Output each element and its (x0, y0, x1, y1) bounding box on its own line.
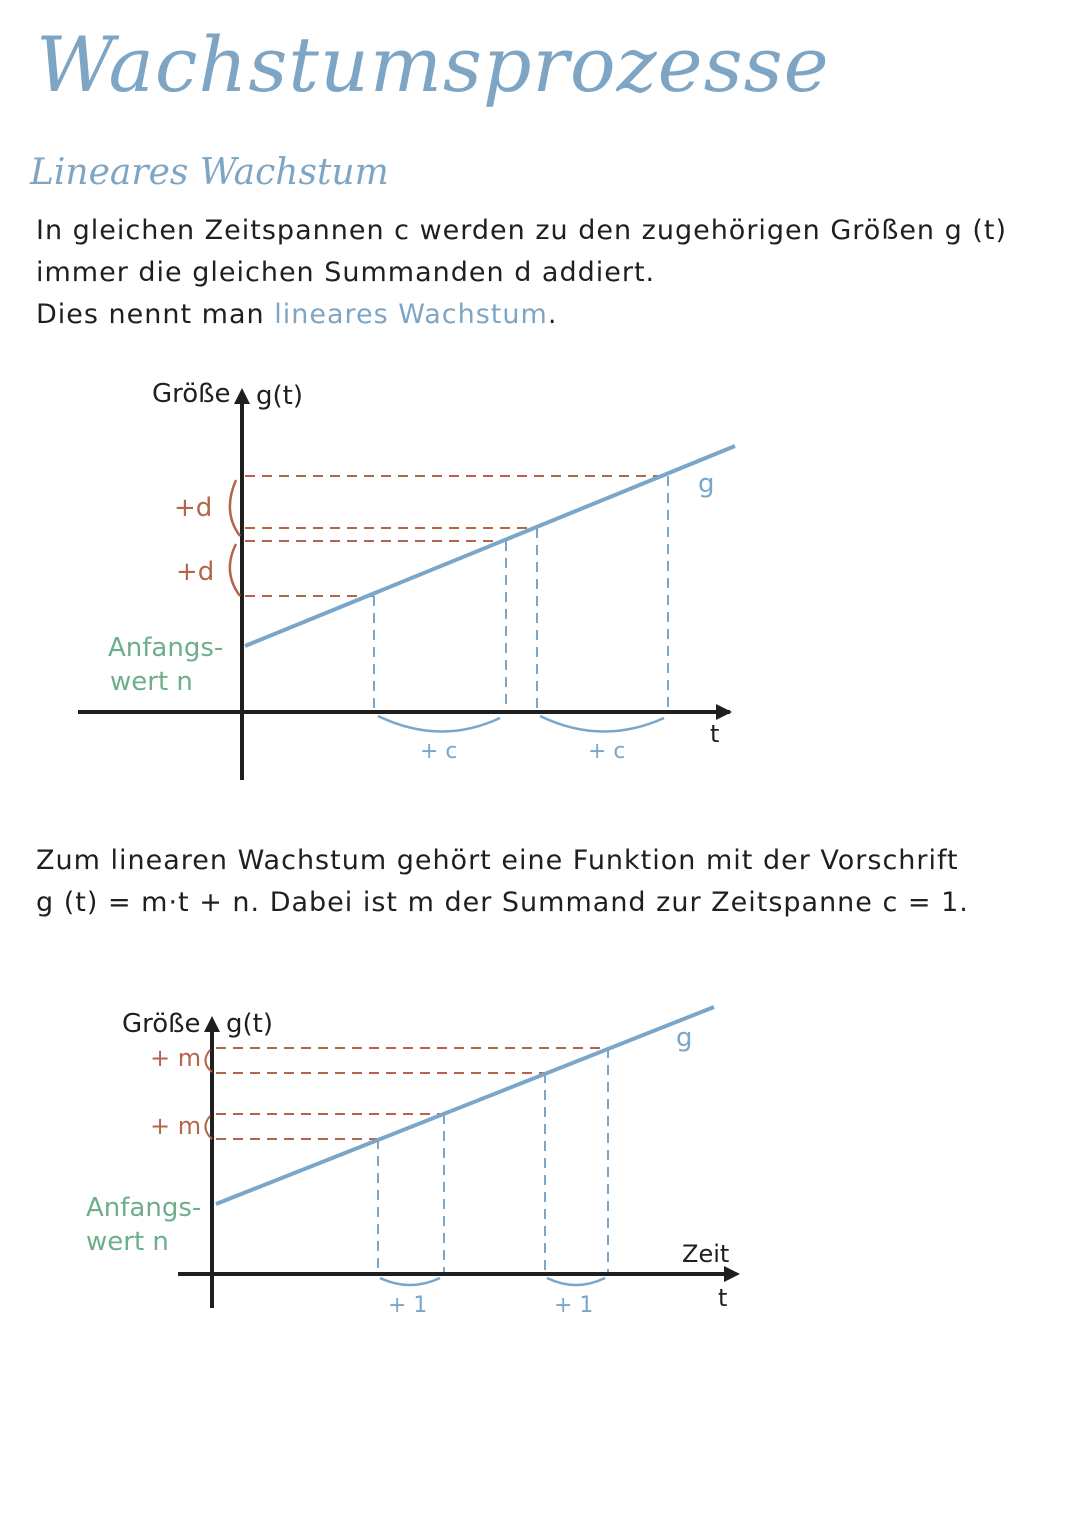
x-axis-label-2: t (718, 1284, 728, 1312)
x-axis-label: t (710, 720, 720, 748)
step-label-lower: +d (176, 557, 215, 587)
interval-label-2: + c (588, 739, 626, 764)
line-label: g (698, 469, 715, 499)
x-axis-arrow-2 (724, 1266, 740, 1282)
function-line-2: g (t) = m·t + n. Dabei ist m der Summand zur Zeitspanne c = 1. (36, 887, 969, 918)
step2-label-upper: + m (150, 1044, 202, 1072)
initial-value-label-2: wert n (110, 667, 193, 697)
function-line-1: Zum linearen Wachstum gehört eine Funktion mit der Vorschrift (36, 845, 959, 876)
definition-highlight: lineares Wachstum (274, 299, 548, 330)
section-subtitle: Lineares Wachstum (30, 152, 389, 193)
line-label-2: g (676, 1023, 693, 1053)
growth-line-2 (216, 1007, 714, 1204)
initial-value-label-1: Anfangs- (108, 633, 224, 663)
step2-label-lower: + m (150, 1112, 202, 1140)
step-label-upper: +d (174, 493, 213, 523)
interval2-arc-1 (380, 1278, 440, 1285)
interval2-label-2: + 1 (554, 1293, 594, 1318)
intro-text: In gleichen Zeitspannen c werden zu den zugehörigen Größen g (t) immer die gleichen Summanden d addiert. (36, 215, 1008, 288)
y-axis-function-2: g(t) (226, 1009, 273, 1039)
initial-value2-label-2: wert n (86, 1227, 169, 1257)
y-axis-arrow-2 (204, 1016, 220, 1032)
y-axis-function: g(t) (256, 381, 303, 411)
interval2-label-1: + 1 (388, 1293, 428, 1318)
page-title: Wachstumsprozesse (36, 20, 830, 109)
dashed-guides-2 (216, 1048, 608, 1274)
y-axis-label: Größe (152, 379, 231, 409)
definition-suffix: . (547, 299, 558, 330)
definition-prefix: Dies nennt man (36, 299, 275, 330)
interval-label-1: + c (420, 739, 458, 764)
y-axis-label-2: Größe (122, 1009, 201, 1039)
interval2-arc-2 (547, 1278, 605, 1285)
x-axis-word-2: Zeit (682, 1240, 730, 1268)
initial-value2-label-1: Anfangs- (86, 1193, 202, 1223)
